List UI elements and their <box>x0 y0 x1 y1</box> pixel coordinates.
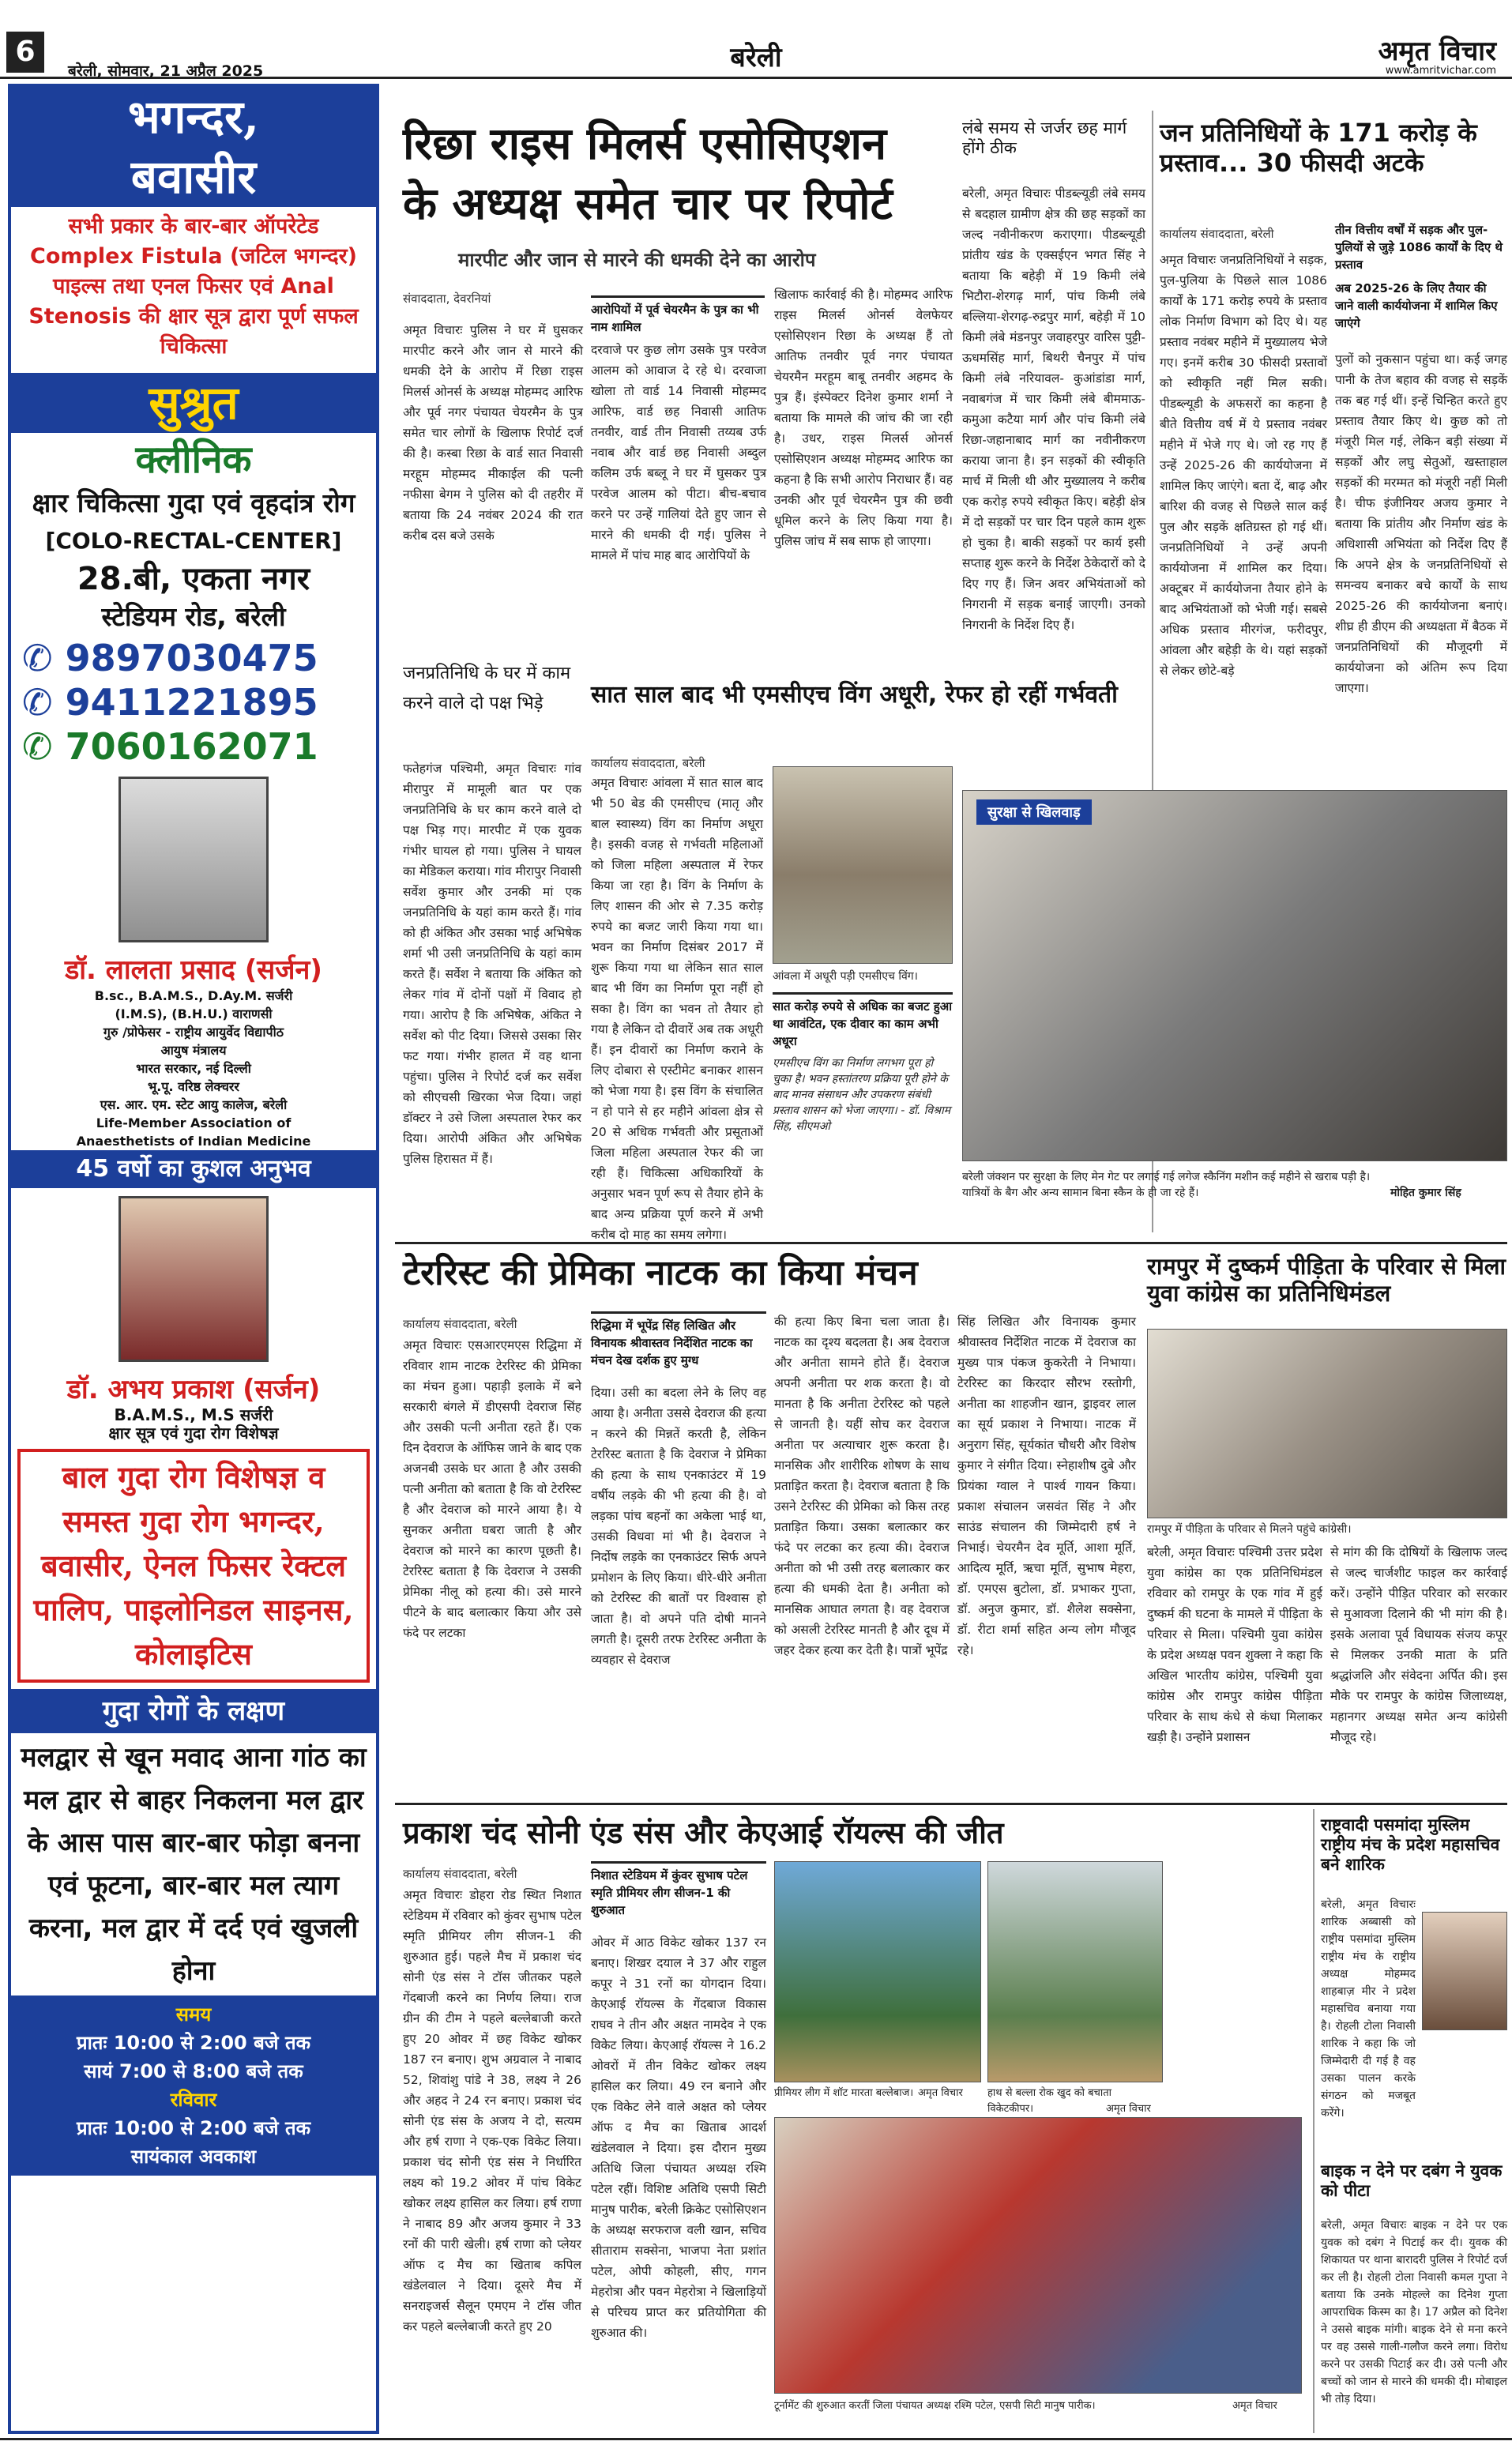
ad-phone-1[interactable]: ✆ 9897030475 <box>22 637 318 679</box>
cricket-photo-keeper <box>987 1861 1163 2082</box>
terrorist-body-1: अमृत विचारः एसआरएमएस रिद्धिमा में रविवार शाम नाटक टेररिस्ट की प्रेमिका का मंचन हुआ। पहाड़ी इलाके में बने सरकारी बंगले में डीएसपी देवराज सिंह और उसकी पत्नी अनीता रहते हैं। एक दिन देवराज के ऑफिस जाने के बाद एक अजनबी उसके घर आता है और उसकी पत्नी अनीता को बताता है कि वो टेररिस्ट है और देवराज को मारने आया है। ये सुनकर अनीता घबरा जाती है और देवराज को मारने का कारण पूछती है। टेररिस्ट बताता है कि देवराज ने उसकी प्रेमिका नीलू को हत्या की। उसे मारने पीटने के बाद बलात्कार किया और उसे फंदे पर लटका <box>403 1338 581 1640</box>
proposals-body-1: अमृत विचारः जनप्रतिनिधियों ने सड़क, पुल-पुलिया के पिछले साल 1086 कार्यों के 171 करोड़ रुपये के प्रस्ताव लोक निर्माण विभाग को दिए थे। यह प्रस्ताव नवंबर महीने में मुख्यालय भेजे गए। इनमें करीब 30 फीसदी प्रस्तावों को स्वीकृति नहीं मिल सकी। पीडब्ल्यूडी के अफसरों का कहना है बीते वित्तीय वर्ष में ये प्रस्ताव नवंबर महीने में भेजे गए थे। जो रह गए हैं उन्हें 2025-26 की कार्ययोजना में शामिल किए जाएंगे। बता दें, बाढ़ और बारिश की वजह से पिछले साल कई पुल और सड़कें क्षतिग्रस्त हो गई थीं। जनप्रतिनिधियों ने उन्हें अपनी कार्ययोजना में शामिल कर दिया। अक्टूबर में कार्ययोजना तैयार होने के बाद अभियंताओं को भेजी गई। सबसे अधिक प्रस्ताव मीरगंज, फरीदपुर, आंवला और बहेड़ी के थे। यहां सड़कों से लेकर छोटे-बड़े <box>1160 253 1327 678</box>
rice-headline-2: के अध्यक्ष समेत चार पर रिपोर्ट <box>403 179 893 230</box>
mch-byline: कार्यालय संवाददाता, बरेली <box>591 756 705 770</box>
rampur-caption: रामपुर में पीड़िता के परिवार से मिलने पहुंचे कांग्रेसी। <box>1147 1523 1352 1536</box>
mch-kicker: सात करोड़ रुपये से अधिक का बजट हुआ था आवंटित, एक दीवार का काम अभी अधूरा <box>773 992 953 1050</box>
rampur-body-2: से मांग की कि दोषियों के खिलाफ जल्द से जल्द चार्जशीट फाइल कर कार्रवाई करें। उन्होंने पीड़ित परिवार को सरकार से मुआवजा दिलाने की भी मांग की है। इसके अलावा पूर्व विधायक संजय कपूर से मिलकर उनकी माता के प्रति श्रद्धांजलि और संवेदना अर्पित की। इस मौके पर रामपुर के कांग्रेस जिलाध्यक्ष, महानगर अध्यक्ष समेत अन्य कांग्रेसी मौजूद रहे। <box>1330 1545 1507 1744</box>
doctor-1-detail-2: (I.M.S), (B.H.U.) वाराणसी <box>115 1006 273 1021</box>
proposals-bullet-2: अब 2025-26 के लिए तैयार की जाने वाली कार्ययोजना में शामिल किए जाएंगे <box>1335 281 1498 330</box>
mch-body: अमृत विचारः आंवला में सात साल बाद भी 50 बेड की एमसीएच (मातृ और बाल स्वास्थ्य) विंग का निर्माण अधूरा है। इसकी वजह से गर्भवती महिलाओं को जिला महिला अस्पताल में रेफर किया जा रहा है। विंग के निर्माण के लिए शासन की ओर से 7.35 करोड़ रुपये का बजट जारी किया गया था। भवन का निर्माण दिसंबर 2017 में शुरू किया गया था लेकिन सात साल बाद भी विंग का निर्माण पूरा नहीं हो सका है। विंग का भवन तो तैयार हो गया है लेकिन दो दीवारें अब तक अधूरी हैं। इन दीवारों का निर्माण कराने के लिए दोबारा से एस्टीमेट बनाकर शासन को भेजा गया है। इस विंग के संचालित न हो पाने से हर महीने आंवला क्षेत्र से 20 से अधिक गर्भवती और प्रसूताओं जिला महिला अस्पताल रेफर की जा रही हैं। चिकित्सा अधिकारियों के अनुसार भवन पूर्ण रूप से तैयार होने के बाद अन्य प्रक्रिया पूर्ण करने में अभी करीब दो माह का समय लगेगा। <box>591 776 763 1242</box>
ad-time-2: सायं 7:00 से 8:00 बजे तक <box>84 2060 303 2082</box>
security-caption: बरेली जंक्शन पर सुरक्षा के लिए मेन गेट पर लगाई गई लगेज स्कैनिंग मशीन कई महीने से खराब पड़ी है। यात्रियों के बैग और अन्य सामान बिना स्कैन के ही जा रहे हैं। <box>962 1171 1371 1199</box>
ad-time-1: प्रातः 10:00 से 2:00 बजे तक <box>76 2032 311 2054</box>
cricket-headline: प्रकाश चंद सोनी एंड संस और केएआई रॉयल्स की जीत <box>403 1815 1004 1850</box>
newspaper-logo: अमृत विचार <box>1378 36 1496 67</box>
proposals-bullets <box>1335 221 1507 332</box>
page-number: 6 <box>6 32 44 73</box>
ad-address-2: स्टेडियम रोड, बरेली <box>101 601 286 632</box>
ad-services: क्षार चिकित्सा गुदा एवं वृहदांत्र रोग <box>32 487 355 518</box>
sharik-photo <box>1422 1912 1507 2030</box>
security-tag: सुरक्षा से खिलवाड़ <box>976 799 1092 825</box>
doctor-2-name: डॉ. अभय प्रकाश (सर्जन) <box>66 1374 321 1405</box>
terrorist-body-4: सिंह लिखित और विनायक कुमार श्रीवास्तव निर्देशित नाटक में देवराज का मुख्य पात्र पंकज कुकरेती ने निभाया। टेररिस्ट का किरदार सौरभ रस्तोगी, अनीता का शाहजीन खान, ड्राइवर लाल का सूर्य प्रकाश ने निभाया। नाटक में अनुराग सिंह, सूर्यकांत चौधरी और विशेष कुमार ने संगीत दिया। स्नेहाशीष दुबे और प्रियंका ग्वाल ने पार्श्व गायन किया। प्रकाश संचालन जसवंत सिंह ने और साउंड संचालन की जिम्मेदारी हर्ष ने निभाई। चेयरमैन देव मूर्ति, आशा मूर्ति, आदित्य मूर्ति, ऋचा मूर्ति, सुभाष मेहरा, डॉ. एमएस बुटोला, डॉ. प्रभाकर गुप्ता, डॉ. अनुज कुमार, डॉ. शैलेश सक्सेना, डॉ. रीटा शर्मा सहित अन्य लोग मौजूद रहे। <box>957 1315 1136 1657</box>
ad-symptoms-title: गुदा रोगों के लक्षण <box>11 1689 376 1733</box>
rice-body-2: दरवाजे पर कुछ लोग उसके पुत्र परवेज आलम को आवाज दे रहे थे। दरवाजा खोला तो वार्ड 14 निवासी मोहम्मद आरिफ, वार्ड छह निवासी आतिफ तनवीर, वार्ड तीन निवासी तय्यब उर्फ नवाब और वार्ड छह निवासी अब्दुल कलिम उर्फ बब्लू ने घर में घुसकर पुत्र परवेज आलम को पीटा। बीच-बचाव करने पर उन्हें गालियां देते हुए जान से मारने की धमकी दी गई। पुलिस ने मामले में पांच माह बाद आरोपियों के <box>591 343 766 562</box>
ad-evening-closed: सायंकाल अवकाश <box>130 2146 257 2168</box>
doctor-1-detail-9: Anaesthetists of Indian Medicine <box>76 1134 311 1149</box>
doctor-2-photo <box>118 1196 269 1362</box>
doctor-2-specialty: क्षार सूत्र एवं गुदा रोग विशेषज्ञ <box>108 1424 279 1443</box>
ad-experience: 45 वर्षो का कुशल अनुभव <box>11 1150 376 1188</box>
ad-title-2: बवासीर <box>11 147 376 207</box>
cricket-credit-3: अमृत विचार <box>1232 2400 1277 2412</box>
security-credit: मोहित कुमार सिंह <box>1390 1187 1461 1199</box>
terrorist-byline: कार्यालय संवाददाता, बरेली <box>403 1317 517 1331</box>
cricket-caption-1: प्रीमियर लीग में शॉट मारता बल्लेबाज। <box>774 2087 914 2099</box>
ad-sunday-label: रविवार <box>170 2089 217 2111</box>
ad-specialist-box: बाल गुदा रोग विशेषज्ञ व समस्त गुदा रोग भगन्दर, बवासीर, ऐनल फिसर रेक्टल पालिप, पाइलोनिडल साइनस, कोलाइटिस <box>17 1449 370 1683</box>
page-header <box>0 0 1512 79</box>
proposals-bullet-1: तीन वित्तीय वर्षों में सड़क और पुल-पुलियों से जुड़े 1086 कार्यों के दिए थे प्रस्ताव <box>1335 223 1503 272</box>
section-divider-1 <box>395 1242 1507 1244</box>
pasmanda-body: बरेली, अमृत विचारः शारिक अब्बासी को राष्ट्रीय पसमांदा मुस्लिम राष्ट्रीय मंच के राष्ट्रीय अध्यक्ष मोहम्मद शाहबाज़ मीर ने प्रदेश महासचिव बनाया गया है। रोहली टोला निवासी शारिक ने कहा कि जो जिम्मेदारी दी गई है वह उसका पालन करके संगठन को मजबूत करेंगे। <box>1321 1898 1416 2120</box>
doctor-1-detail-7: एस. आर. एम. स्टेट आयु कालेज, बरेली <box>100 1097 288 1112</box>
ad-center: [COLO-RECTAL-CENTER] <box>45 528 342 554</box>
cricket-credit-1: अमृत विचार <box>918 2087 963 2099</box>
ad-phone-number-1: 9897030475 <box>65 637 318 679</box>
cricket-photo-batsman <box>774 1861 981 2082</box>
terrorist-kicker: रिद्धिमा में भूपेंद्र सिंह लिखित और विनायक श्रीवास्तव निर्देशित नाटक का मंचन देख दर्शक हुए मुग्ध <box>591 1311 766 1369</box>
ad-phone-3[interactable]: ✆ 7060162071 <box>22 725 318 768</box>
doctor-1-detail-5: भारत सरकार, नई दिल्ली <box>136 1061 251 1076</box>
doctor-1-name: डॉ. लालता प्रसाद (सर्जन) <box>65 954 322 986</box>
ad-title-1: भगन्दर, <box>11 87 376 147</box>
clinic-advertisement <box>8 84 379 2434</box>
bike-headline: बाइक न देने पर दबंग ने युवक को पीटा <box>1321 2161 1503 2200</box>
cricket-kicker: निशात स्टेडियम में कुंवर सुभाष पटेल स्मृति प्रीमियर लीग सीजन-1 की शुरुआत <box>591 1861 766 1919</box>
cricket-credit-2: अमृत विचार <box>1106 2103 1151 2115</box>
road-body: बरेली, अमृत विचारः पीडब्ल्यूडी लंबे समय से बदहाल ग्रामीण क्षेत्र की छह सड़कों का जल्द नवीनीकरण कराएगा। पीडब्ल्यूडी प्रांतीय खंड के एक्सईएन भगत सिंह ने बताया कि बहेड़ी में 19 किमी लंबे भिटौरा-शेरगढ़ मार्ग, पांच किमी लंबे बल्लिया-शेरगढ़-रुद्रपुर मार्ग, बहेड़ी में 10 किमी लंबे मंडनपुर जवाहरपुर वारिस पुट्टी-ऊधमसिंह मार्ग, बिथरी चैनपुर में पांच किमी लंबे नरियावल- कुआंडांडा मार्ग, नवाबगंज में चार किमी लंबे बीममाऊ-कमुआ कटैया मार्ग और पांच किमी लंबे रिछा-जहानाबाद मार्ग का नवीनीकरण कराया जाना है। इन सड़कों की स्वीकृति मार्च में मिली थी और मुख्यालय ने करीब एक करोड़ रुपये स्वीकृत किए। बहेड़ी क्षेत्र में दो सड़कों पर चार दिन पहले काम शुरू हो चुका है। बाकी सड़कों पर कार्य इसी सप्ताह शुरू करने के निर्देश ठेकेदारों को दे दिए गए हैं। जिन अवर अभियंताओं को निगरानी में सड़क बनाई जाएगी। उनको निगरानी के निर्देश दिए हैं। <box>962 186 1145 632</box>
doctor-1-detail-8: Life-Member Association of <box>96 1115 291 1130</box>
ad-treatment-text: सभी प्रकार के बार-बार ऑपरेटेड Complex Fistula (जटिल भगन्दर) पाइल्स तथा एनल फिसर एवं Anal Stenosis की क्षार सूत्र द्वारा पूर्ण सफल चिकित्सा <box>28 214 359 359</box>
bike-body: बरेली, अमृत विचारः बाइक न देने पर एक युवक को दबंग ने पिटाई कर दी। युवक की शिकायत पर थाना बारादरी पुलिस ने रिपोर्ट दर्ज कर ली है। रोहली टोला निवासी कमल गुप्ता ने बताया कि उनके मोहल्ले का दिनेश गुप्ता आपराधिक किस्म का है। 17 अप्रैल को दिनेश ने उससे बाइक मांगी। बाइक देने से मना करने पर वह उससे गाली-गलौज करने लगा। विरोध करने पर उसकी पिटाई कर दी। उसे पत्नी और बच्चों को जान से मारने की धमकी दी। मोबाइल भी तोड़ दिया। <box>1321 2219 1507 2406</box>
ad-clinic-name: सुश्रुत <box>11 373 376 433</box>
doctor-1-detail-1: B.sc., B.A.M.S., D.Ay.M. सर्जरी <box>94 988 293 1003</box>
road-headline: लंबे समय से जर्जर छह मार्ग होंगे ठीक <box>962 118 1127 157</box>
security-photo <box>962 790 1507 1161</box>
proposals-headline: जन प्रतिनिधियों के 171 करोड़ के प्रस्ताव... 30 फीसदी अटके <box>1160 118 1477 178</box>
rice-body-3: खिलाफ कार्रवाई की है। मोहम्मद आरिफ राइस मिलर्स ओनर्स वेलफेयर एसोसिएशन रिछा के अध्यक्ष हैं तो आतिफ तनवीर पूर्व नगर पंचायत चेयरमैन मरहूम बाबू तनवीर अहमद के पुत्र हैं। इंस्पेक्टर दिनेश कुमार शर्मा ने बताया कि मामले की जांच की जा रही है। उधर, राइस मिलर्स ओनर्स एसोसिएशन अध्यक्ष मोहम्मद आरिफ का कहना है कि सभी आरोप निराधार हैं। वह उनकी और पूर्व चेयरमैन पुत्र की छवी धूमिल करने के लिए किया गया है। पुलिस जांच में सब साफ हो जाएगा। <box>774 288 953 548</box>
proposals-body-2: पुलों को नुकसान पहुंचा था। कई जगह पानी के तेज बहाव की वजह से सड़कें तक बह गई थीं। इन्हें चिन्हित करते हुए प्रस्ताव तैयार किए थे। कुछ को तो मंजूरी मिल गई, लेकिन बड़ी संख्या में सड़कों और लघु सेतुओं, खस्ताहाल सड़कों की मरम्मत को मंजूरी नहीं मिली है। चीफ इंजीनियर अजय कुमार ने बताया कि प्रांतीय और निर्माण खंड के अधिशासी अभियंता को निर्देश दिए हैं कि अपने क्षेत्र के जनप्रतिनिधियों से समन्वय बनाकर बचे कार्यों के साथ 2025-26 की कार्ययोजना बनाएं। शीघ्र ही डीएम की अध्यक्षता में बैठक में जनप्रतिनिधियों की मौजूदगी में कार्ययोजना को अंतिम रूप दिया जाएगा। <box>1335 352 1507 695</box>
rampur-body-1: बरेली, अमृत विचारः पश्चिमी उत्तर प्रदेश युवा कांग्रेस का एक प्रतिनिधिमंडल रविवार को रामपुर के एक गांव में हुई दुष्कर्म की घटना के मामले में पीड़िता के परिवार से मिला। पश्चिमी युवा कांग्रेस के प्रदेश अध्यक्ष पवन शुक्ला ने कहा कि अखिल भारतीय कांग्रेस, पश्चिमी युवा कांग्रेस और रामपुर कांग्रेस पीड़िता परिवार के साथ कंधे से कंधा मिलाकर खड़ी है। उन्होंने प्रशासन <box>1147 1545 1322 1744</box>
pasmanda-headline: राष्ट्रवादी पसमांदा मुस्लिम राष्ट्रीय मंच के प्रदेश महासचिव बने शारिक <box>1321 1815 1500 1874</box>
cricket-caption-2: हाथ से बल्ला रोक खुद को बचाता विकेटकीपर। <box>987 2087 1112 2115</box>
doctor-1-detail-3: गुरु /प्रोफेसर - राष्ट्रीय आयुर्वेद विद्यापीठ <box>103 1025 284 1040</box>
ad-clinic-word: क्लीनिक <box>135 438 252 482</box>
doctor-2-degree: B.A.M.S., M.S सर्जरी <box>114 1405 273 1424</box>
rice-byline: संवाददाता, देवरनियां <box>403 292 491 306</box>
rice-subhead: मारपीट और जान से मारने की धमकी देने का आरोप <box>458 249 816 271</box>
ad-phone-2[interactable]: ✆ 9411221895 <box>22 681 318 724</box>
mch-photo-caption: आंवला में अधूरी पड़ी एमसीएच विंग। <box>773 970 918 983</box>
ad-symptoms: मलद्वार से खून मवाद आना गांठ का मल द्वार से बाहर निकलना मल द्वार के आस पास बार-बार फोड़ा बनना एवं फूटना, बार-बार मल त्याग करना, मल द्वार में दर्द एवं खुजली होना <box>21 1742 367 1987</box>
ad-time-label: समय <box>175 2003 212 2026</box>
column-divider-2 <box>1313 1809 1315 2433</box>
ad-timing-box <box>11 1995 376 2176</box>
cricket-photo-ceremony <box>774 2117 1302 2394</box>
bottom-rule <box>0 2438 1512 2440</box>
ad-time-3: प्रातः 10:00 से 2:00 बजे तक <box>76 2117 311 2139</box>
rice-body-1: अमृत विचारः पुलिस ने घर में घुसकर मारपीट करने और जान से मारने की धमकी देने के आरोप में रिछा राइस मिलर्स ओनर्स के अध्यक्ष मोहम्मद आरिफ और पूर्व नगर पंचायत चेयरमैन के पुत्र समेत चार लोगों के खिलाफ रिपोर्ट दर्ज की है। कस्बा रिछा के वार्ड सात निवासी मरहूम मोहम्मद मीकाईल की पत्नी नफीसा बेगम ने पुलिस को दी तहरीर में बताया कि 24 नवंबर 2024 की रात करीब दस बजे उसके <box>403 323 583 543</box>
terrorist-body-3: की हत्या किए बिना चला जाता है। नाटक का दृश्य बदलता है। अब देवराज और अनीता सामने होते हैं। देवराज अपनी अनीता पर शक करता है। वो मानता है कि अनीता टेररिस्ट को पहले से जानती है। यहीं सोच कर देवराज अनीता पर अत्याचार शुरू करता है। मानसिक और शारीरिक शोषण के साथ प्रताड़ित करता है। देवराज बताता है कि उसने टेररिस्ट की प्रेमिका को किस तरह प्रताड़ित किया। उसका बलात्कार कर फंदे पर लटका कर हत्या की। देवराज अनीता को भी उसी तरह बलात्कार कर हत्या की धमकी देता है। अनीता को मानसिक आघात लगता है। वह देवराज को असली टेररिस्ट मानती है और दूध में जहर देकर हत्या कर देती है। पात्रों भूपेंद्र <box>774 1315 950 1657</box>
doctor-1-detail-4: आयुष मंत्रालय <box>160 1043 227 1058</box>
section-divider-2 <box>395 1803 1507 1805</box>
edition-date: बरेली, सोमवार, 21 अप्रैल 2025 <box>68 62 264 80</box>
cricket-byline: कार्यालय संवाददाता, बरेली <box>403 1867 517 1881</box>
representative-body: फतेहगंज पश्चिमी, अमृत विचारः गांव मीरापुर में मामूली बात पर एक जनप्रतिनिधि के घर काम करने वाले दो पक्ष भिड़ गए। मारपीट में एक युवक गंभीर घायल हो गया। पुलिस ने घायल का मेडिकल कराया। गांव मीरापुर निवासी सर्वेश कुमार और उनकी मां एक जनप्रतिनिधि के यहां काम करते हैं। गांव को ही अंकित और उसका भाई अभिषेक शर्मा भी उसी जनप्रतिनिधि के यहां काम करते हैं। सर्वेश ने बताया कि अंकित को लेकर गांव में दोनों पक्षों में विवाद हो गया। आरोप है कि अभिषेक, अंकित ने सर्वेश को पीट दिया। जिससे उसका सिर फट गया। गंभीर हालत में वह थाना पहुंचा। पुलिस ने रिपोर्ट दर्ज कर सर्वेश को सीएचसी खिरका भेज दिया। जहां डॉक्टर ने उसे जिला अस्पताल रेफर कर दिया। आरोपी अंकित और अभिषेक पुलिस हिरासत में हैं। <box>403 762 581 1166</box>
terrorist-headline: टेररिस्ट की प्रेमिका नाटक का किया मंचन <box>403 1253 918 1293</box>
terrorist-body-2: दिया। उसी का बदला लेने के लिए वह आया है। अनीता उससे देवराज की हत्या न करने की मिन्नतें करती है, लेकिन टेररिस्ट बताता है कि देवराज ने प्रेमिका की हत्या के साथ एनकाउंटर में 19 वर्षीय लड़के की भी हत्या की है। वो लड़का पांच बहनों का अकेला भाई था, उसकी विधवा मां भी है। देवराज ने निर्दोष लड़के का एनकाउंटर सिर्फ अपने प्रमोशन के लिए किया। धीरे-धीरे अनीता को टेररिस्ट की बातों पर विश्वास हो जाता है। वो अपने पति दोषी मानने लगती है। दूसरी तरफ टेररिस्ट अनीता के व्यवहार से देवराज <box>591 1386 766 1667</box>
rampur-photo <box>1147 1329 1507 1518</box>
rice-kicker: आरोपियों में पूर्व चेयरमैन के पुत्र का भी नाम शामिल <box>591 295 765 336</box>
doctor-1-photo <box>118 777 269 942</box>
doctor-1-detail-6: भू.पू. वरिष्ठ लेक्चरर <box>148 1079 239 1094</box>
rampur-headline: रामपुर में दुष्कर्म पीड़िता के परिवार से मिला युवा कांग्रेस का प्रतिनिधिमंडल <box>1147 1253 1506 1307</box>
cricket-body-1: अमृत विचारः डोहरा रोड स्थित निशात स्टेडियम में रविवार को कुंवर सुभाष पटेल स्मृति प्रीमियर लीग सीजन-1 की शुरुआत हुई। पहले मैच में प्रकाश चंद सोनी एंड संस ने टॉस जीतकर पहले गेंदबाजी करने का निर्णय लिया। राज ग्रीन की टीम ने पहले बल्लेबाजी करते हुए 20 ओवर में छह विकेट खोकर 187 रन बनाए। शुभ अग्रवाल ने नाबाद 52, शिवांशु पांडे ने 38, लक्ष्य ने 26 और अहद ने 24 रन बनाए। प्रकाश चंद सोनी एंड संस के अजय ने दो, सत्यम और हर्ष राणा ने एक-एक विकेट लिया। प्रकाश चंद सोनी एंड संस ने निर्धारित लक्ष्य को 19.2 ओवर में पांच विकेट खोकर लक्ष्य हासिल कर लिया। हर्ष राणा ने नाबाद 89 और अजय कुमार ने 33 रनों की पारी खेली। हर्ष राणा को प्लेयर ऑफ द मैच का खिताब कपिल खंडेलवाल ने दिया। दूसरे मैच में सनराइजर्स सैलून एमएम ने टॉस जीत कर पहले बल्लेबाजी करते हुए 20 <box>403 1888 581 2334</box>
proposals-byline: कार्यालय संवाददाता, बरेली <box>1160 227 1274 241</box>
cricket-body-2: ओवर में आठ विकेट खोकर 137 रन बनाए। शिखर दयाल ने 37 और राहुल कपूर ने 31 रनों का योगदान दिया। केएआई रॉयल्स के गेंदबाज विकास राघव ने तीन और अक्षत नामदेव ने एक विकेट लिया। केएआई रॉयल्स ने 16.2 ओवरों में तीन विकेट खोकर लक्ष्य हासिल कर लिया। 49 रन बनाने और एक विकेट लेने वाले अक्षत को प्लेयर ऑफ द मैच का खिताब आदर्श खंडेलवाल ने दिया। इस दौरान मुख्य अतिथि जिला पंचायत अध्यक्ष रश्मि पटेल रहीं। विशिष्ट अतिथि एसपी सिटी मानुष पारीक, बरेली क्रिकेट एसोसिएशन के अध्यक्ष सरफराज वली खान, सचिव सीताराम सक्सेना, भाजपा नेता प्रशांत पटेल, ओपी कोहली, सीए, गगन मेहरोत्रा और पवन मेहरोत्रा ने खिलाड़ियों से परिचय प्राप्त कर प्रतियोगिता की शुरुआत की। <box>591 1935 766 2340</box>
mch-headline: सात साल बाद भी एमसीएच विंग अधूरी, रेफर हो रहीं गर्भवती <box>591 681 1118 709</box>
ad-address-1: 28.बी, एकता नगर <box>77 561 310 597</box>
cricket-caption-3: टूर्नामेंट की शुरुआत करतीं जिला पंचायत अध्यक्ष रश्मि पटेल, एसपी सिटी मानुष पारीक। <box>774 2400 1096 2412</box>
mch-quote: एमसीएच विंग का निर्माण लगभग पूरा हो चुका है। भवन हस्तांतरण प्रक्रिया पूरी होने के बाद मानव संसाधन और उपकरण संबंधी प्रस्ताव शासन को भेजा जाएगा। - डॉ. विश्राम सिंह, सीएमओ <box>773 1057 951 1133</box>
rice-headline-1: रिछा राइस मिलर्स एसोसिएशन <box>403 118 887 170</box>
mch-photo <box>773 766 953 964</box>
edition-city: बरेली <box>730 42 782 73</box>
representative-headline: जनप्रतिनिधि के घर में काम करने वाले दो पक्ष भिड़े <box>403 664 571 713</box>
website-link[interactable]: www.amritvichar.com <box>1385 65 1496 77</box>
ad-phone-number-3: 7060162071 <box>65 725 318 768</box>
ad-phone-number-2: 9411221895 <box>65 681 318 724</box>
